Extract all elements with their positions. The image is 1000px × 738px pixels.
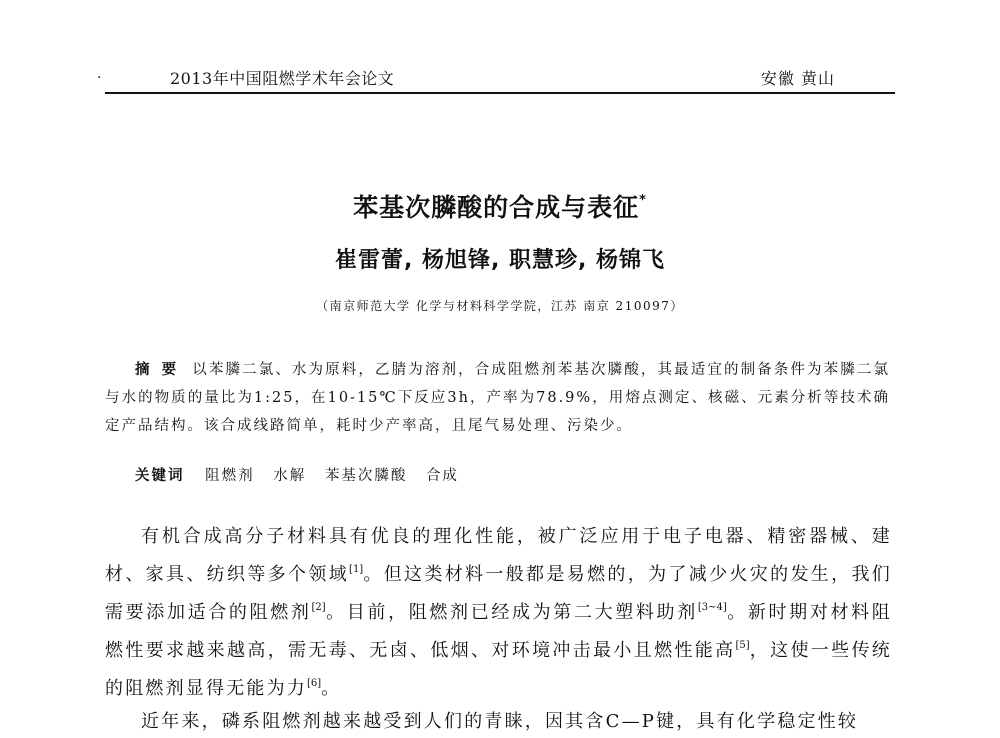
keywords-label: 关键词	[135, 467, 185, 484]
text-run: 有机合成高分子材料具有优良的理化性能，被广泛应用于电子电器、精密器械、建材、家具、纺织等多个领域	[105, 526, 892, 585]
affiliation: （南京师范大学 化学与材料科学学院，江苏 南京 210097）	[316, 299, 684, 313]
keyword-item: 阻燃剂	[205, 468, 255, 484]
conference-name: 2013年中国阻燃学术年会论文	[170, 69, 395, 88]
keyword-item: 合成	[425, 468, 459, 484]
body-paragraph-1	[105, 520, 892, 705]
running-header	[97, 62, 895, 94]
citation: [6]	[307, 678, 322, 689]
header-rule	[105, 92, 895, 94]
author-list: 崔雷蕾, 杨旭锋, 职慧珍, 杨锦飞	[334, 248, 666, 273]
conference-location: 安徽 黄山	[760, 69, 835, 88]
title-footnote-mark: *	[639, 193, 647, 208]
text-run: 。目前，阻燃剂已经成为第二大塑料助剂	[325, 602, 698, 623]
text-run: 。新时期对材料阻燃性要求越来越高，需无毒、无卤、低烟、对环境冲击最小且燃性能高	[105, 602, 892, 661]
paper-title	[0, 188, 1000, 224]
citation: [1]	[349, 564, 364, 575]
abstract-text: 以苯膦二氯、水为原料，乙腈为溶剂，合成阻燃剂苯基次膦酸，其最适宜的制备条件为苯膦二氯与水的物质的量比为1:25，在10-15℃下反应3h，产率为78.9%，用熔点测定、核磁、元素分析等技术确定产品结构。该合成线路简单，耗时少产率高，且尾气易处理、污染少。	[105, 362, 890, 434]
header-marker: ·	[97, 70, 102, 86]
citation: [3~4]	[697, 602, 727, 613]
citation: [2]	[311, 602, 326, 613]
body-paragraph-2: 近年来，磷系阻燃剂越来越受到人们的青睐，因其含C—P键，具有化学稳定性较	[141, 711, 859, 732]
text-run: ，这使一些传统的阻燃剂显得无能为力	[105, 640, 893, 699]
abstract	[105, 356, 890, 440]
keyword-item: 苯基次膦酸	[324, 468, 408, 484]
text-run: 。	[321, 678, 342, 699]
keywords	[135, 464, 471, 485]
body-text	[105, 520, 892, 738]
keyword-item: 水解	[273, 468, 307, 484]
title-text: 苯基次膦酸的合成与表征	[353, 193, 640, 222]
abstract-label: 摘要	[135, 361, 189, 378]
text-run: 。但这类材料一般都是易燃的，为了减少火灾的发生，我们需要添加适合的阻燃剂	[105, 564, 892, 623]
citation: [5]	[735, 640, 750, 651]
